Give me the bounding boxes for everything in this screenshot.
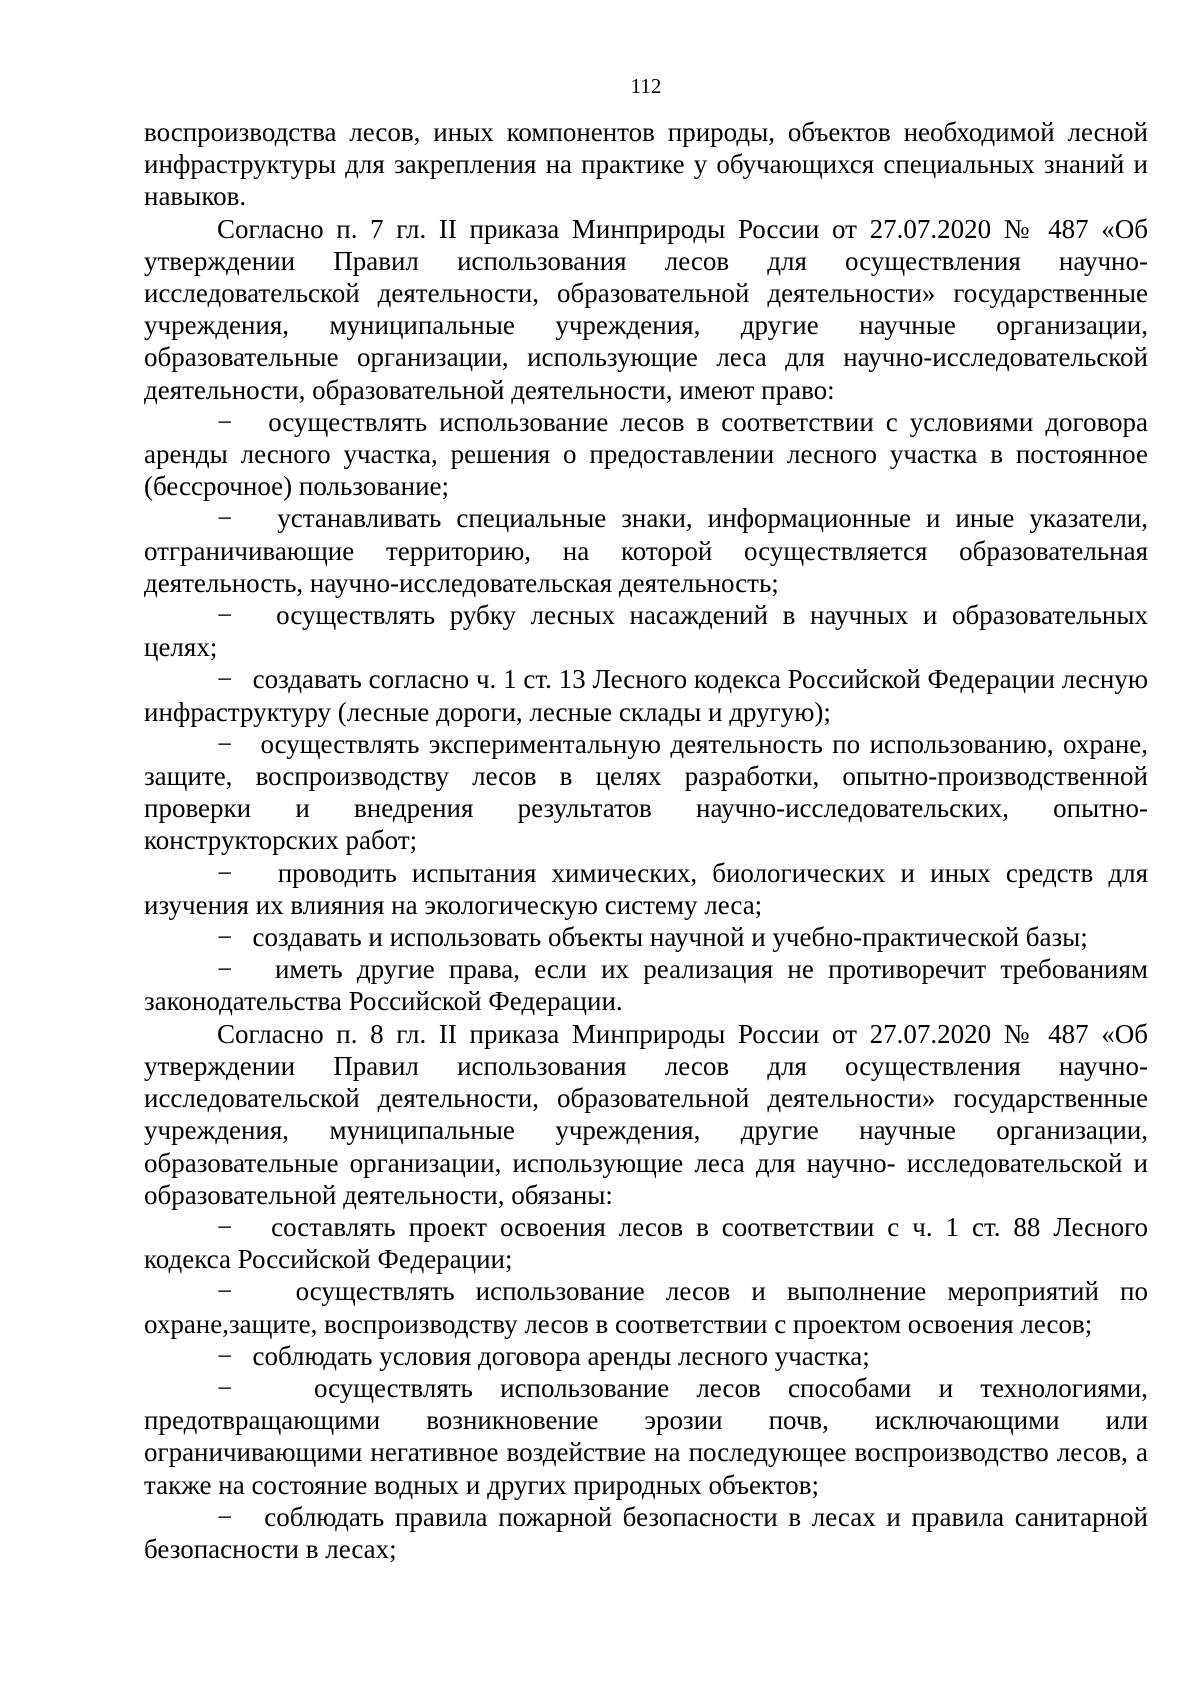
list-item xyxy=(144,1372,1148,1501)
dash-marker: − xyxy=(217,1211,233,1242)
paragraph-text: Согласно п. 7 гл. II приказа Минприроды России от 27.07.2020 № 487 «Об утверждении Правил использования лесов для осуществления научно-исследовательской деятельности, образовательной деятельности» государственные учреждения, муниципальные учреждения, другие научные организации, образовательные организации, использующие леса для научно-исследовательской деятельности, образовательной деятельности, имеют право: xyxy=(144,213,1148,405)
list-item-text: осуществлять экспериментальную деятельность по использованию, охране, защите, воспроизводству лесов в целях разработки, опытно-производственной проверки и внедрения результатов научно-исследовательских, опытно-конструкторских работ; xyxy=(144,728,1149,856)
dash-marker: − xyxy=(217,664,233,695)
list-item xyxy=(144,857,1148,921)
dash-marker: − xyxy=(217,1372,233,1403)
dash-marker: − xyxy=(217,1340,233,1371)
list-item-text: осуществлять использование лесов и выполнение мероприятий по охране,защите, воспроизводству лесов в соответствии с проектом освоения лесов; xyxy=(144,1276,1149,1339)
document-body xyxy=(144,116,1148,1565)
paragraph-text: Согласно п. 8 гл. II приказа Минприроды России от 27.07.2020 № 487 «Об утверждении Правил использования лесов для осуществления научно-исследовательской деятельности, образовательной деятельности» государственные учреждения, муниципальные учреждения, другие научные организации, образовательные организации, использующие леса для научно- исследовательской и образовательной деятельности, обязаны: xyxy=(144,1018,1148,1210)
list-item xyxy=(144,921,1148,953)
list-item-text: создавать согласно ч. 1 ст. 13 Лесного кодекса Российской Федерации лесную инфраструктуру (лесные дороги, лесные склады и другую); xyxy=(144,664,1148,727)
paragraph-rights-intro xyxy=(144,213,1148,406)
list-item xyxy=(144,1340,1148,1372)
dash-marker: − xyxy=(217,600,233,631)
paragraph-text: воспроизводства лесов, иных компонентов природы, объектов необходимой лесной инфраструктуры для закрепления на практике у обучающихся специальных знаний и навыков. xyxy=(144,117,1148,212)
paragraph-obligations-intro xyxy=(144,1018,1148,1211)
dash-marker: − xyxy=(217,1276,233,1307)
list-item xyxy=(144,406,1148,503)
list-item xyxy=(144,1275,1148,1339)
page-number: 112 xyxy=(630,74,662,98)
list-item-text: проводить испытания химических, биологических и иных средств для изучения их влияния на экологическую систему леса; xyxy=(144,857,1149,920)
list-item xyxy=(144,1211,1148,1275)
dash-marker: − xyxy=(217,857,233,888)
dash-marker: − xyxy=(217,728,233,759)
list-item-text: осуществлять рубку лесных насаждений в научных и образовательных целях; xyxy=(144,600,1149,663)
paragraph-continuation xyxy=(144,116,1148,213)
list-item-text: соблюдать условия договора аренды лесного участка; xyxy=(252,1340,870,1371)
list-item xyxy=(144,953,1148,1017)
list-item-text: создавать и использовать объекты научной и учебно-практической базы; xyxy=(252,922,1088,953)
list-item xyxy=(144,1501,1148,1565)
list-item-text: осуществлять использование лесов в соответствии с условиями договора аренды лесного участка, решения о предоставлении лесного участка в постоянное (бессрочное) пользование; xyxy=(144,406,1149,502)
list-item-text: иметь другие права, если их реализация не противоречит требованиям законодательства Российской Федерации. xyxy=(144,954,1149,1017)
dash-marker: − xyxy=(217,922,233,953)
dash-marker: − xyxy=(217,503,233,534)
dash-marker: − xyxy=(217,1501,233,1532)
list-item-text: устанавливать специальные знаки, информационные и иные указатели, отграничивающие территорию, на которой осуществляется образовательная деятельность, научно-исследовательская деятельность; xyxy=(144,503,1148,598)
list-item xyxy=(144,728,1148,857)
list-item-text: составлять проект освоения лесов в соответствии с ч. 1 ст. 88 Лесного кодекса Российской Федерации; xyxy=(144,1211,1148,1275)
dash-marker: − xyxy=(217,954,233,985)
list-item-text: осуществлять использование лесов способами и технологиями, предотвращающими возникновение эрозии почв, исключающими или ограничивающими негативное воздействие на последующее воспроизводство лесов, а также на состояние водных и других природных объектов; xyxy=(144,1372,1148,1500)
dash-marker: − xyxy=(217,406,233,437)
list-item-text: соблюдать правила пожарной безопасности в лесах и правила санитарной безопасности в лесах; xyxy=(144,1501,1148,1564)
list-item xyxy=(144,599,1148,663)
list-item xyxy=(144,663,1148,727)
list-item xyxy=(144,502,1148,599)
